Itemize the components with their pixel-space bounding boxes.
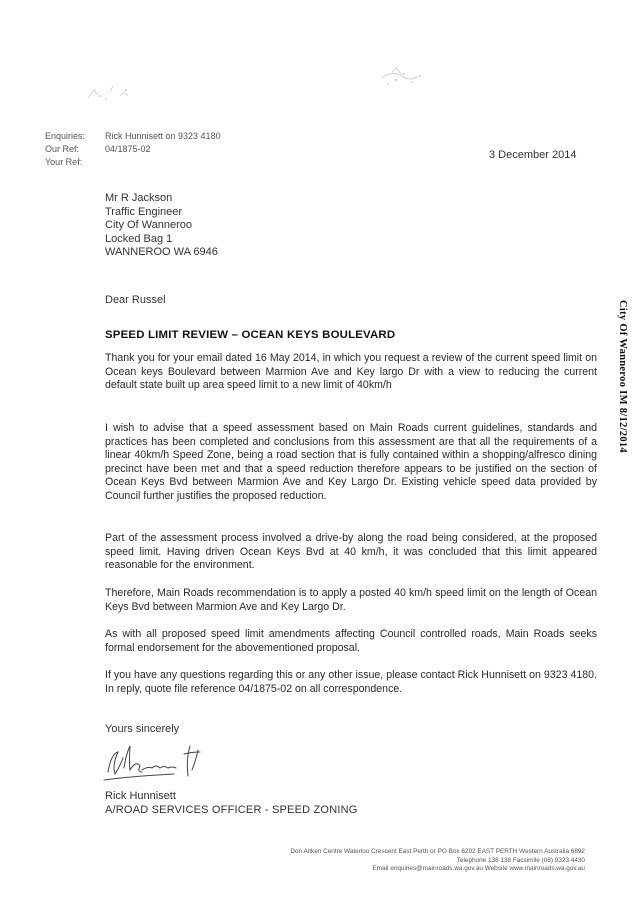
recipient-city-postcode: WANNEROO WA 6946 xyxy=(105,246,218,259)
letterhead-marks xyxy=(0,0,637,120)
recipient-address-line: Locked Bag 1 xyxy=(105,232,173,245)
signatory-position: A/ROAD SERVICES OFFICER - SPEED ZONING xyxy=(105,804,358,816)
enquiries-value: Rick Hunnisett on 9323 4180 xyxy=(105,131,221,141)
your-ref-label: Your Ref: xyxy=(45,157,83,167)
our-ref-label: Our Ref: xyxy=(45,144,80,154)
footer-address xyxy=(290,848,585,874)
subject-heading: SPEED LIMIT REVIEW – OCEAN KEYS BOULEVARD xyxy=(105,329,396,341)
footer-line-1: Don Aitken Centre Waterloo Crescent East Perth or PO Box 6202 EAST PERTH Western Australia 6892 xyxy=(290,848,585,855)
closing: Yours sincerely xyxy=(105,723,180,735)
body-paragraph: If you have any questions regarding this or any other issue, please contact Rick Hunnisett on 9323 4180. In reply, quote file reference 04/1875-02 on all correspondence. xyxy=(105,669,597,695)
letter-date: 3 December 2014 xyxy=(489,149,577,161)
signature xyxy=(98,740,238,788)
our-ref-value: 04/1875-02 xyxy=(105,144,151,154)
footer-line-2: Telephone 138 138 Facsimile (08) 9323 4430 xyxy=(456,856,585,864)
body-paragraph: Part of the assessment process involved a drive-by along the road being considered, at the proposed speed limit. Having driven Ocean Keys Bvd at 40 km/h, it was concluded that this limit appeared reasonable for the environment. xyxy=(105,532,597,572)
reference-block xyxy=(45,130,305,170)
enquiries-label: Enquiries: xyxy=(45,131,86,141)
footer-line-3: Email enquiries@mainroads.wa.gov.au Website www.mainroads.wa.gov.au xyxy=(372,865,585,873)
recipient-name: Mr R Jackson xyxy=(105,192,173,204)
body-paragraph: As with all proposed speed limit amendments affecting Council controlled roads, Main Roads seeks formal endorsement for the abovementioned proposal. xyxy=(105,628,597,654)
recipient-title: Traffic Engineer xyxy=(105,205,183,218)
salutation: Dear Russel xyxy=(105,294,166,306)
recipient-address xyxy=(105,192,218,260)
recipient-organisation: City Of Wanneroo xyxy=(105,219,193,232)
received-stamp: City Of Wanneroo IM 8/12/2014 xyxy=(617,300,628,453)
body-paragraph: I wish to advise that a speed assessment based on Main Roads current guidelines, standards and practices has been completed and conclusions from this assessment are that all the requirements of a linear 40km/h Speed Zone, being a road section that is fully contained within a shopping/alfresco dining precinct have been met and that a speed reduction therefore appears to be justified on the section of Ocean Keys Bvd between Marmion Ave and Key Largo Dr. Existing vehicle speed data provided by Council further justifies the proposed reduction. xyxy=(105,422,597,502)
signatory-name: Rick Hunnisett xyxy=(105,790,176,802)
body-paragraph: Therefore, Main Roads recommendation is to apply a posted 40 km/h speed limit on the length of Ocean Keys Bvd between Marmion Ave and Key Largo Dr. xyxy=(105,587,597,613)
body-paragraph: Thank you for your email dated 16 May 2014, in which you request a review of the current speed limit on Ocean keys Boulevard between Marmion Ave and Key largo Dr with a view to reducing the current default state built up area speed limit to a new limit of 40km/h xyxy=(105,352,597,392)
